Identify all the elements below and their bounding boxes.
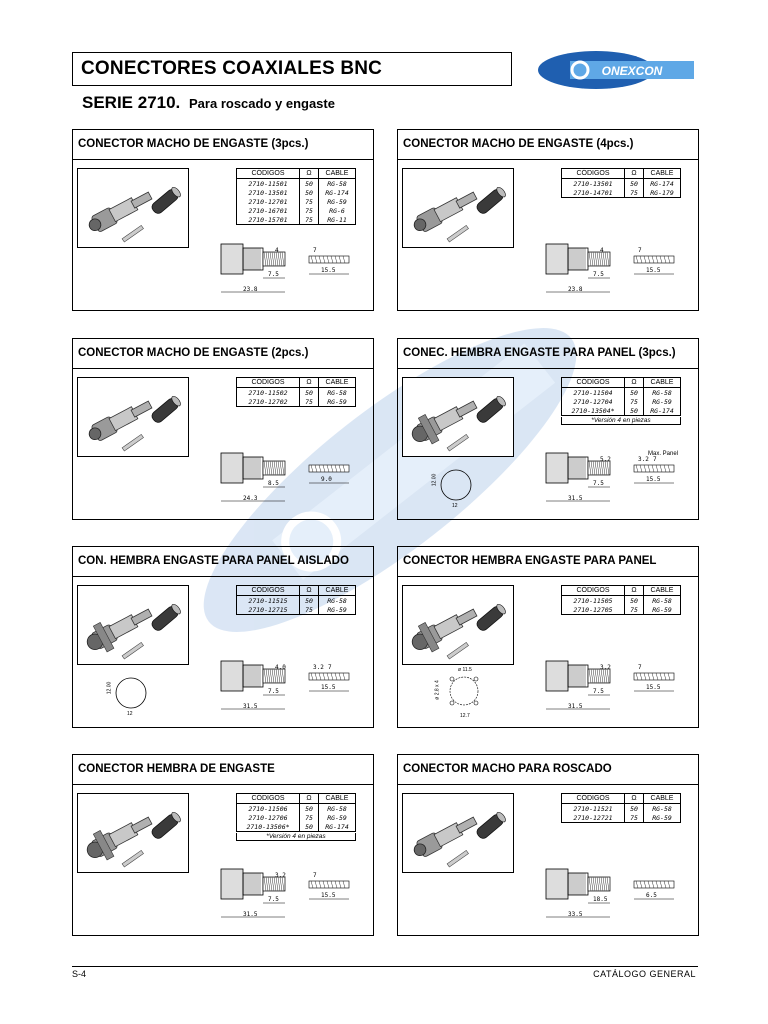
footer-divider: [72, 966, 698, 967]
product-title: CON. HEMBRA ENGASTE PARA PANEL AISLADO: [78, 555, 349, 567]
cable-type: RG-58: [319, 179, 356, 189]
part-code: 2710-16701: [237, 206, 300, 215]
part-code: 2710-11505: [562, 596, 625, 606]
product-title: CONECTOR MACHO DE ENGASTE (4pcs.): [403, 138, 634, 150]
cable-header: CABLE: [644, 378, 681, 388]
dimension-label: 7: [638, 247, 642, 254]
cable-type: RG-6: [319, 206, 356, 215]
part-code: 2710-12701: [237, 197, 300, 206]
ohm-header: Ω: [300, 169, 319, 179]
impedance: 50: [625, 179, 644, 189]
product-card-header: [73, 547, 373, 577]
series-heading: [82, 93, 335, 113]
product-photo: [402, 793, 514, 873]
codes-table: [236, 377, 356, 407]
table-row: [562, 188, 681, 198]
codes-header: CÓDIGOS: [562, 794, 625, 804]
product-card: [397, 754, 699, 936]
part-code: 2710-12715: [237, 605, 300, 615]
catalog-title: CONECTORES COAXIALES BNC: [81, 58, 383, 79]
panel-label: Max. Panel: [648, 451, 679, 457]
cable-header: CABLE: [319, 378, 356, 388]
dimension-label: 31.5: [243, 703, 258, 710]
dimension-label: 23.8: [243, 286, 258, 293]
panel-cutout-drawing: [428, 463, 478, 513]
cable-header: CABLE: [644, 794, 681, 804]
part-code: 2710-11501: [237, 179, 300, 189]
product-title: CONECTOR MACHO DE ENGASTE (2pcs.): [78, 347, 309, 359]
codes-table: [561, 377, 681, 416]
impedance: 50: [300, 822, 319, 832]
page-number: S-4: [72, 969, 87, 979]
table-row: [237, 388, 356, 398]
table-row: [562, 397, 681, 406]
series-label: SERIE 2710.: [82, 93, 181, 112]
dimension-drawing: [213, 439, 373, 519]
product-title: CONECTOR HEMBRA ENGASTE PARA PANEL: [403, 555, 657, 567]
product-card: [397, 129, 699, 311]
impedance: 50: [625, 804, 644, 814]
impedance: 75: [300, 197, 319, 206]
product-title: CONECTOR MACHO PARA ROSCADO: [403, 763, 612, 775]
codes-table: [236, 168, 356, 225]
cable-type: RG-174: [644, 406, 681, 416]
cable-type: RG-59: [319, 197, 356, 206]
product-card-header: [73, 130, 373, 160]
dimension-drawing: [538, 647, 698, 727]
flange-dimension: 12.7: [460, 713, 470, 719]
part-code: 2710-12704: [562, 397, 625, 406]
dimension-label: 15.5: [646, 267, 661, 274]
part-code: 2710-11506: [237, 804, 300, 814]
catalog-name: CATÁLOGO GENERAL: [593, 969, 696, 979]
table-row: [237, 596, 356, 606]
cable-type: RG-179: [644, 188, 681, 198]
part-code: 2710-12702: [237, 397, 300, 407]
dimension-label: 18.5: [593, 896, 608, 903]
table-row: [237, 215, 356, 225]
dimension-label: 15.5: [646, 684, 661, 691]
flange-dimension: ø 2.8 x 4: [434, 680, 441, 700]
product-card-header: [398, 130, 698, 160]
table-row: [237, 397, 356, 407]
impedance: 50: [300, 596, 319, 606]
part-code: 2710-13504*: [562, 406, 625, 416]
cable-type: RG-58: [319, 596, 356, 606]
codes-table: [561, 168, 681, 198]
onexcon-logo: [536, 50, 698, 90]
version-note: *Versión 4 en piezas: [236, 833, 356, 841]
series-subtitle: Para roscado y engaste: [189, 96, 335, 111]
dimension-label: 9.0: [321, 476, 332, 483]
table-row: [562, 596, 681, 606]
dimension-label: 3.2: [638, 456, 649, 463]
product-card-header: [398, 339, 698, 369]
flange-drawing: [428, 665, 498, 725]
dimension-label: 15.5: [646, 476, 661, 483]
codes-header: CÓDIGOS: [237, 378, 300, 388]
dimension-label: 7: [313, 247, 317, 254]
codes-table: [236, 793, 356, 832]
cable-type: RG-59: [319, 397, 356, 407]
table-row: [562, 179, 681, 189]
codes-header: CÓDIGOS: [237, 586, 300, 596]
product-title: CONEC. HEMBRA ENGASTE PARA PANEL (3pcs.): [403, 347, 676, 359]
ohm-header: Ω: [300, 586, 319, 596]
table-row: [237, 605, 356, 615]
product-card: [72, 546, 374, 728]
part-code: 2710-11502: [237, 388, 300, 398]
cable-type: RG-59: [644, 813, 681, 823]
dimension-label: 7: [328, 664, 332, 671]
codes-header: CÓDIGOS: [562, 169, 625, 179]
dimension-drawing: [213, 647, 373, 727]
impedance: 75: [300, 397, 319, 407]
dimension-label: 31.5: [243, 911, 258, 918]
cutout-width: 12: [127, 711, 133, 717]
product-card-header: [398, 547, 698, 577]
dimension-label: 8.5: [268, 480, 279, 487]
cable-type: RG-59: [319, 813, 356, 822]
impedance: 75: [300, 215, 319, 225]
cable-type: RG-174: [319, 822, 356, 832]
cutout-height: 12.00: [431, 473, 438, 487]
ohm-header: Ω: [300, 794, 319, 804]
dimension-label: 4: [275, 247, 279, 254]
impedance: 50: [625, 596, 644, 606]
part-code: 2710-12721: [562, 813, 625, 823]
impedance: 75: [300, 605, 319, 615]
impedance: 75: [625, 813, 644, 823]
dimension-label: 15.5: [321, 684, 336, 691]
table-row: [237, 206, 356, 215]
ohm-header: Ω: [625, 378, 644, 388]
cable-header: CABLE: [644, 169, 681, 179]
dimension-label: 7.5: [593, 688, 604, 695]
ohm-header: Ω: [625, 169, 644, 179]
cable-type: RG-58: [644, 804, 681, 814]
dimension-label: 7.5: [593, 271, 604, 278]
cable-type: RG-59: [319, 605, 356, 615]
cable-type: RG-58: [319, 388, 356, 398]
panel-cutout-drawing: [103, 671, 153, 721]
impedance: 50: [300, 179, 319, 189]
table-row: [237, 179, 356, 189]
product-photo: [77, 585, 189, 665]
part-code: 2710-11515: [237, 596, 300, 606]
dimension-drawing: [538, 230, 698, 310]
part-code: 2710-12705: [562, 605, 625, 615]
table-row: [562, 605, 681, 615]
dimension-label: 7: [653, 456, 657, 463]
product-card: [72, 754, 374, 936]
dimension-label: 15.5: [321, 892, 336, 899]
version-note: *Versión 4 en piezas: [561, 417, 681, 425]
catalog-title-box: [72, 52, 512, 86]
cable-type: RG-11: [319, 215, 356, 225]
cable-type: RG-174: [319, 188, 356, 197]
part-code: 2710-13506*: [237, 822, 300, 832]
impedance: 50: [300, 804, 319, 814]
dimension-label: 7.5: [268, 271, 279, 278]
ohm-header: Ω: [300, 378, 319, 388]
cutout-width: 12: [452, 503, 458, 509]
dimension-label: 4: [600, 247, 604, 254]
product-card-header: [398, 755, 698, 785]
part-code: 2710-15701: [237, 215, 300, 225]
table-row: [237, 813, 356, 822]
product-photo: [402, 168, 514, 248]
impedance: 75: [300, 206, 319, 215]
codes-header: CÓDIGOS: [237, 794, 300, 804]
product-photo: [77, 168, 189, 248]
part-code: 2710-11521: [562, 804, 625, 814]
impedance: 75: [625, 188, 644, 198]
dimension-label: 15.5: [321, 267, 336, 274]
cable-type: RG-58: [319, 804, 356, 814]
product-title: CONECTOR MACHO DE ENGASTE (3pcs.): [78, 138, 309, 150]
product-photo: [402, 585, 514, 665]
flange-dimension: ø 11.5: [458, 667, 472, 673]
codes-table: [561, 793, 681, 823]
product-card: [397, 338, 699, 520]
dimension-label: 23.8: [568, 286, 583, 293]
part-code: 2710-13501: [237, 188, 300, 197]
cable-header: CABLE: [319, 794, 356, 804]
codes-table: [561, 585, 681, 615]
dimension-label: 3.2: [275, 872, 286, 879]
product-card-header: [73, 339, 373, 369]
dimension-label: 7.5: [268, 688, 279, 695]
product-photo: [77, 793, 189, 873]
dimension-label: 7: [313, 872, 317, 879]
impedance: 75: [625, 397, 644, 406]
dimension-label: 7.5: [268, 896, 279, 903]
product-card: [72, 338, 374, 520]
cable-header: CABLE: [644, 586, 681, 596]
codes-header: CÓDIGOS: [562, 378, 625, 388]
part-code: 2710-14701: [562, 188, 625, 198]
dimension-label: 6.5: [646, 892, 657, 899]
cable-type: RG-58: [644, 596, 681, 606]
dimension-label: 7: [638, 664, 642, 671]
table-row: [562, 813, 681, 823]
dimension-label: 33.5: [568, 911, 583, 918]
dimension-drawing: [213, 855, 373, 935]
dimension-label: 31.5: [568, 495, 583, 502]
dimension-label: 3.2: [600, 664, 611, 671]
dimension-label: 7.5: [593, 480, 604, 487]
impedance: 75: [300, 813, 319, 822]
dimension-label: 24.3: [243, 495, 258, 502]
cable-header: CABLE: [319, 586, 356, 596]
codes-header: CÓDIGOS: [562, 586, 625, 596]
product-card: [397, 546, 699, 728]
dimension-drawing: [213, 230, 373, 310]
impedance: 50: [625, 406, 644, 416]
cutout-height: 12.00: [106, 681, 113, 695]
part-code: 2710-13501: [562, 179, 625, 189]
product-photo: [402, 377, 514, 457]
impedance: 75: [625, 605, 644, 615]
codes-table: [236, 585, 356, 615]
product-card-header: [73, 755, 373, 785]
dimension-label: 5.2: [600, 456, 611, 463]
impedance: 50: [625, 388, 644, 398]
dimension-label: 4.0: [275, 664, 286, 671]
table-row: [237, 804, 356, 814]
dimension-label: 3.2: [313, 664, 324, 671]
table-row: [562, 804, 681, 814]
cable-header: CABLE: [319, 169, 356, 179]
part-code: 2710-12706: [237, 813, 300, 822]
table-row: [237, 188, 356, 197]
product-card: [72, 129, 374, 311]
cable-type: RG-58: [644, 388, 681, 398]
cable-type: RG-59: [644, 605, 681, 615]
codes-header: CÓDIGOS: [237, 169, 300, 179]
dimension-label: 31.5: [568, 703, 583, 710]
impedance: 50: [300, 188, 319, 197]
logo-text: ONEXCON: [601, 64, 663, 78]
product-photo: [77, 377, 189, 457]
cable-type: RG-59: [644, 397, 681, 406]
table-row: [562, 406, 681, 416]
ohm-header: Ω: [625, 586, 644, 596]
impedance: 50: [300, 388, 319, 398]
table-row: [562, 388, 681, 398]
table-row: [237, 822, 356, 832]
cable-type: RG-174: [644, 179, 681, 189]
table-row: [237, 197, 356, 206]
part-code: 2710-11504: [562, 388, 625, 398]
product-title: CONECTOR HEMBRA DE ENGASTE: [78, 763, 275, 775]
dimension-drawing: [538, 855, 698, 935]
ohm-header: Ω: [625, 794, 644, 804]
